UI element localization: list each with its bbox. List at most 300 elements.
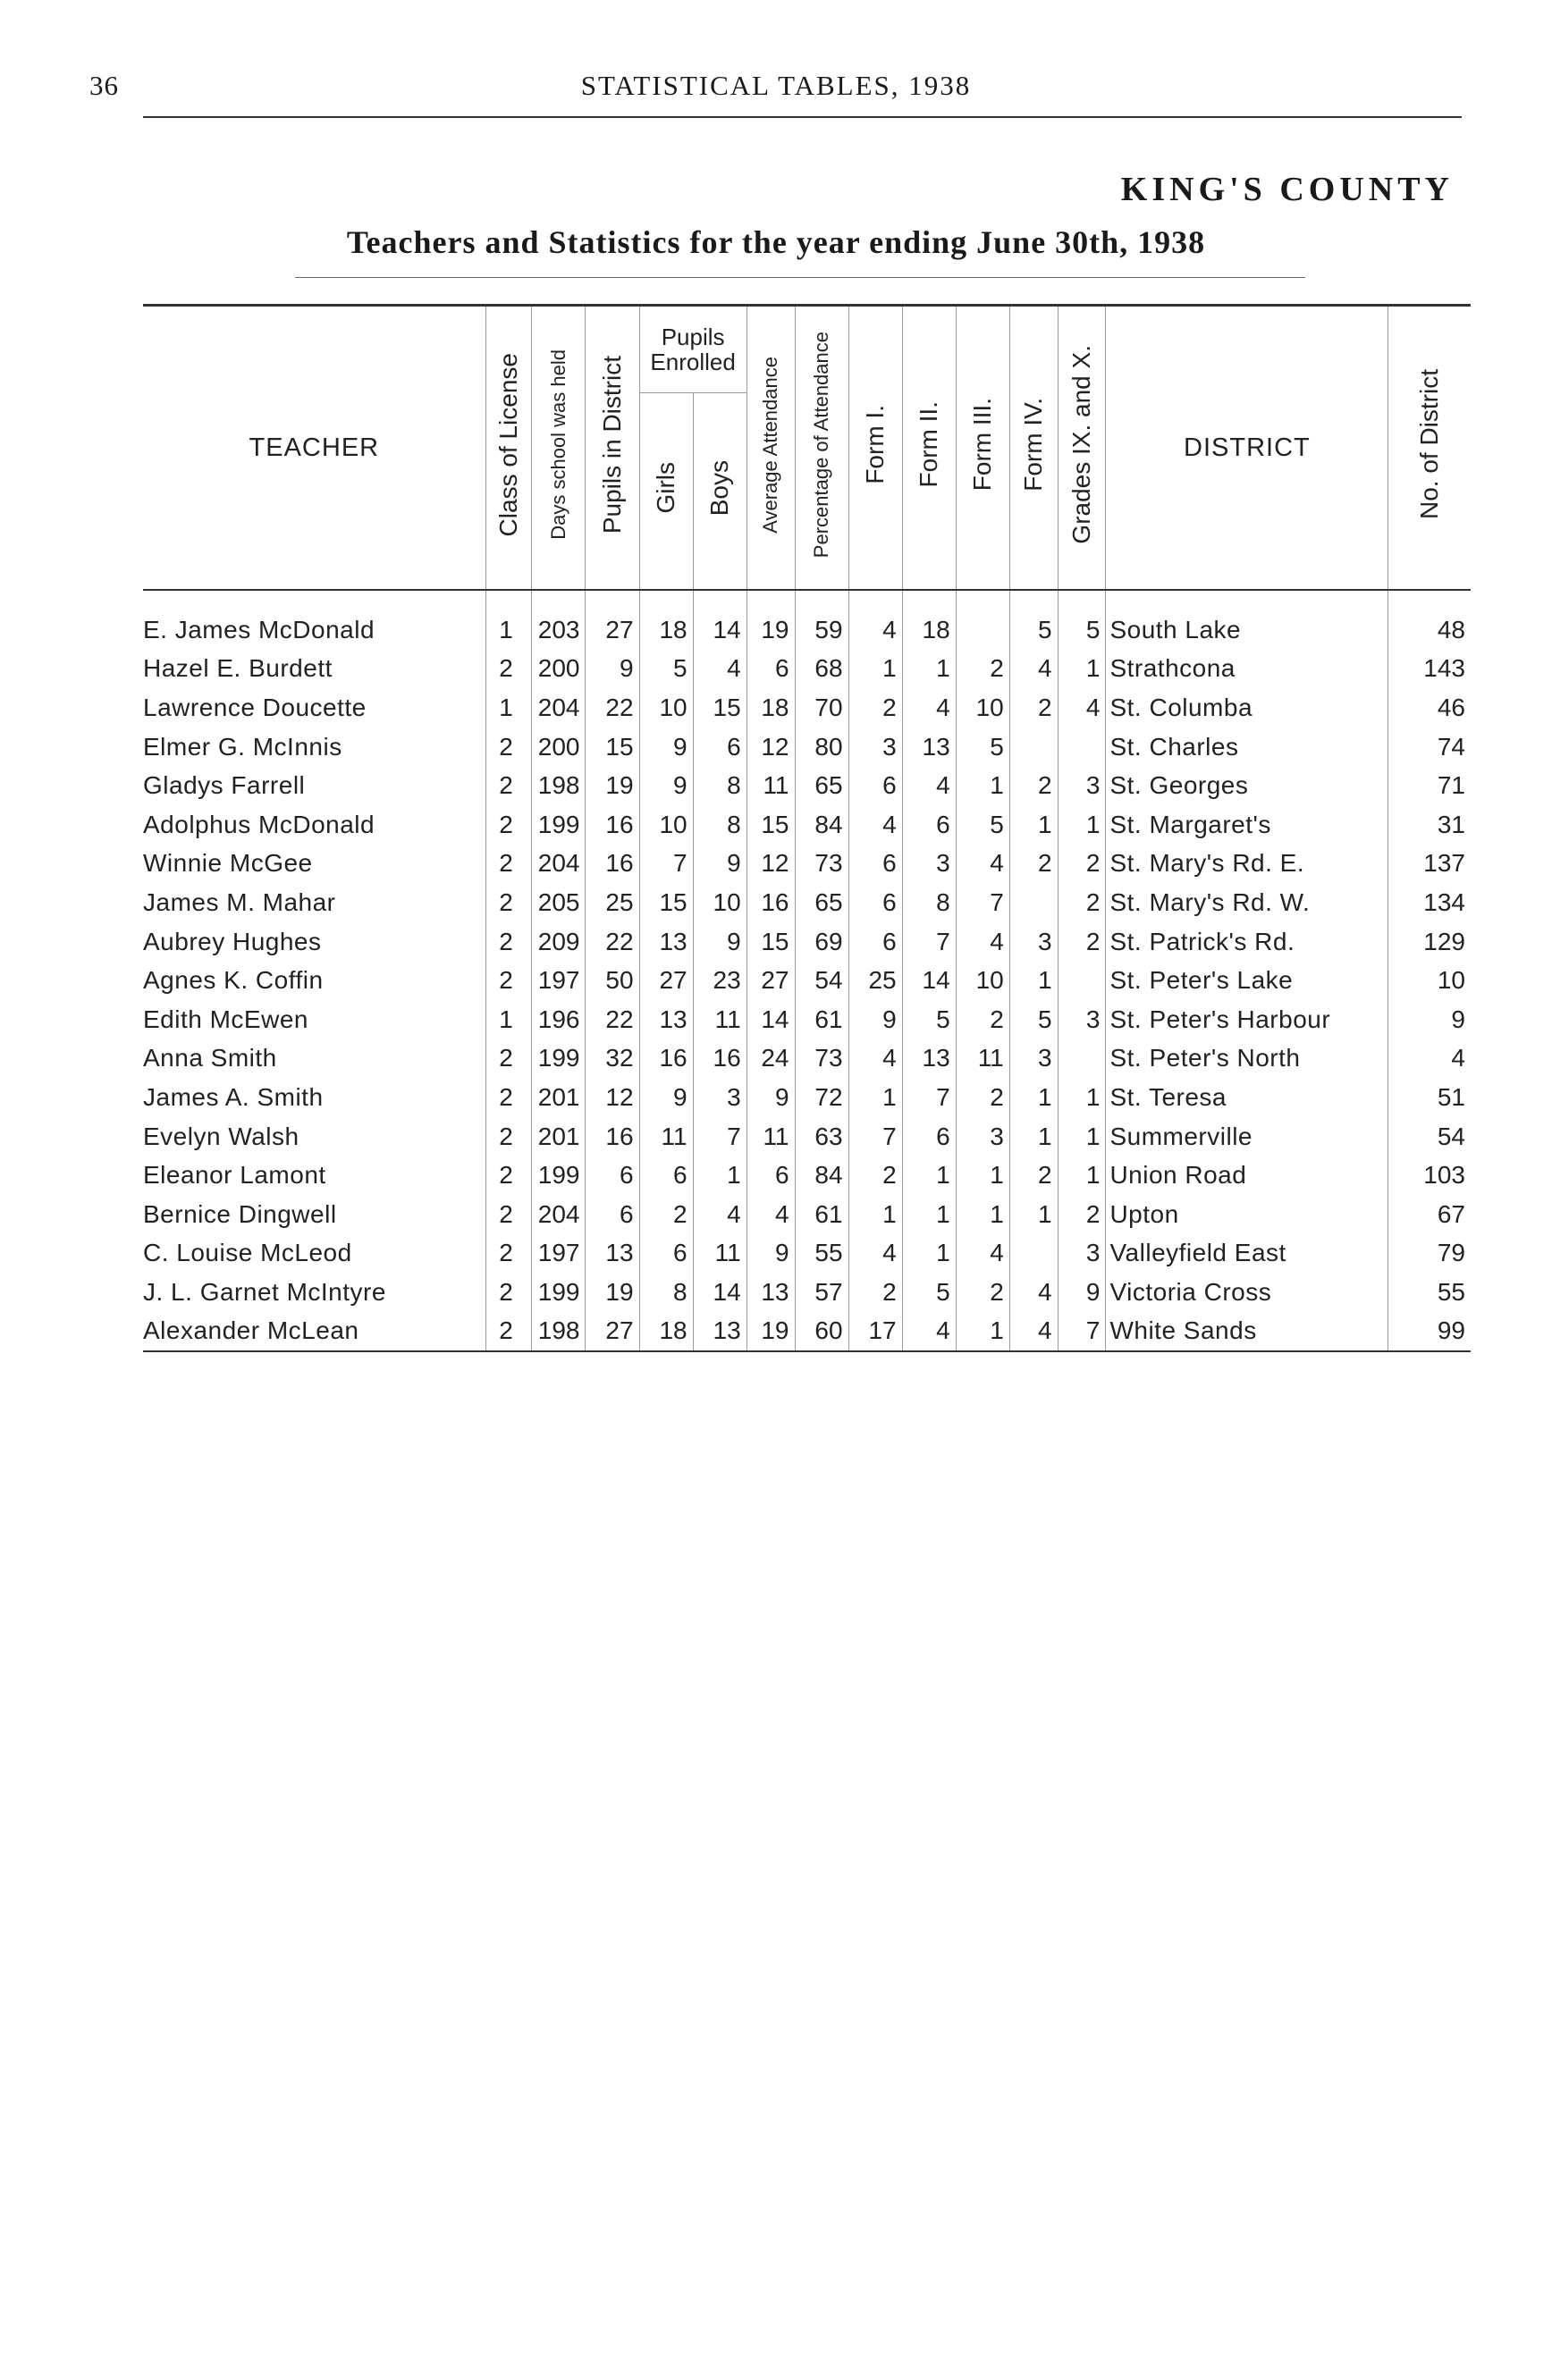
grades-9-10-cell: 3 <box>1058 1234 1106 1274</box>
table-row <box>143 845 1471 884</box>
form-1-cell: 4 <box>848 805 902 845</box>
form-4-cell: 2 <box>1009 766 1058 805</box>
teacher-name-cell: C. Louise McLeod <box>143 1239 352 1267</box>
pupils-in-district-cell: 32 <box>586 1039 639 1079</box>
col-boys: Boys <box>693 393 746 591</box>
district-name-cell: St. Mary's Rd. W. <box>1106 883 1388 922</box>
form-1-cell: 2 <box>848 1273 902 1312</box>
table-row <box>143 1273 1471 1312</box>
class-of-license-cell: 1 <box>485 688 532 727</box>
form-4-cell: 1 <box>1009 1078 1058 1117</box>
form-1-cell: 3 <box>848 727 902 767</box>
form-2-cell: 1 <box>902 1156 956 1195</box>
average-attendance-cell: 6 <box>746 650 795 689</box>
average-attendance-cell: 12 <box>746 845 795 884</box>
boys-cell: 9 <box>693 922 746 962</box>
table-row <box>143 610 1471 650</box>
boys-cell: 8 <box>693 805 746 845</box>
form-4-cell: 2 <box>1009 845 1058 884</box>
form-4-cell: 1 <box>1009 1117 1058 1156</box>
days-held-cell: 200 <box>532 727 586 767</box>
col-district-number: No. of District <box>1388 306 1471 591</box>
percentage-attendance-cell: 73 <box>795 1039 848 1079</box>
teacher-name-cell: E. James McDonald <box>143 615 375 643</box>
percentage-attendance-cell: 84 <box>795 805 848 845</box>
girls-cell: 10 <box>639 688 693 727</box>
form-2-cell: 1 <box>902 650 956 689</box>
form-3-cell: 1 <box>956 1156 1009 1195</box>
form-4-cell: 3 <box>1009 922 1058 962</box>
form-1-cell: 2 <box>848 1156 902 1195</box>
form-4-cell: 4 <box>1009 1273 1058 1312</box>
girls-cell: 18 <box>639 610 693 650</box>
district-number-cell: 46 <box>1388 688 1471 727</box>
days-held-cell: 205 <box>532 883 586 922</box>
table-row <box>143 1117 1471 1156</box>
form-4-cell: 5 <box>1009 610 1058 650</box>
col-grades-9-10: Grades IX. and X. <box>1058 306 1106 591</box>
days-held-cell: 201 <box>532 1117 586 1156</box>
girls-cell: 13 <box>639 1000 693 1039</box>
grades-9-10-cell: 3 <box>1058 766 1106 805</box>
district-number-cell: 4 <box>1388 1039 1471 1079</box>
average-attendance-cell: 19 <box>746 610 795 650</box>
grades-9-10-cell <box>1058 1039 1106 1079</box>
table-row <box>143 961 1471 1000</box>
girls-cell: 10 <box>639 805 693 845</box>
form-2-cell: 4 <box>902 688 956 727</box>
girls-cell: 7 <box>639 845 693 884</box>
percentage-attendance-cell: 68 <box>795 650 848 689</box>
pupils-in-district-cell: 15 <box>586 727 639 767</box>
days-held-cell: 198 <box>532 766 586 805</box>
class-of-license-cell: 2 <box>485 1312 532 1352</box>
form-1-cell: 6 <box>848 883 902 922</box>
form-3-cell: 10 <box>956 961 1009 1000</box>
form-2-cell: 4 <box>902 766 956 805</box>
girls-cell: 9 <box>639 1078 693 1117</box>
class-of-license-cell: 2 <box>485 650 532 689</box>
district-name-cell: St. Patrick's Rd. <box>1106 922 1388 962</box>
girls-cell: 9 <box>639 727 693 767</box>
girls-cell: 6 <box>639 1234 693 1274</box>
form-4-cell: 4 <box>1009 1312 1058 1352</box>
class-of-license-cell: 2 <box>485 1273 532 1312</box>
grades-9-10-cell <box>1058 727 1106 767</box>
form-2-cell: 13 <box>902 727 956 767</box>
boys-cell: 9 <box>693 845 746 884</box>
pupils-in-district-cell: 13 <box>586 1234 639 1274</box>
grades-9-10-cell: 2 <box>1058 1195 1106 1234</box>
district-number-cell: 51 <box>1388 1078 1471 1117</box>
grades-9-10-cell: 4 <box>1058 688 1106 727</box>
pupils-in-district-cell: 9 <box>586 650 639 689</box>
days-held-cell: 203 <box>532 610 586 650</box>
table-row <box>143 1078 1471 1117</box>
form-4-cell: 1 <box>1009 961 1058 1000</box>
district-name-cell: St. Peter's Harbour <box>1106 1000 1388 1039</box>
days-held-cell: 199 <box>532 1039 586 1079</box>
grades-9-10-cell: 2 <box>1058 922 1106 962</box>
days-held-cell: 209 <box>532 922 586 962</box>
form-4-cell: 2 <box>1009 688 1058 727</box>
district-name-cell: South Lake <box>1106 610 1388 650</box>
running-title: STATISTICAL TABLES, 1938 <box>580 70 972 101</box>
form-2-cell: 1 <box>902 1234 956 1274</box>
days-held-cell: 199 <box>532 1273 586 1312</box>
form-2-cell: 14 <box>902 961 956 1000</box>
girls-cell: 2 <box>639 1195 693 1234</box>
class-of-license-cell: 1 <box>485 610 532 650</box>
col-girls: Girls <box>639 393 693 591</box>
district-name-cell: St. Columba <box>1106 688 1388 727</box>
form-1-cell: 4 <box>848 610 902 650</box>
teacher-name-cell: Edith McEwen <box>143 1005 308 1033</box>
average-attendance-cell: 19 <box>746 1312 795 1352</box>
grades-9-10-cell: 2 <box>1058 845 1106 884</box>
district-number-cell: 99 <box>1388 1312 1471 1352</box>
form-1-cell: 6 <box>848 766 902 805</box>
district-name-cell: St. Mary's Rd. E. <box>1106 845 1388 884</box>
class-of-license-cell: 2 <box>485 845 532 884</box>
header-rule <box>143 116 1462 118</box>
pupils-in-district-cell: 27 <box>586 1312 639 1352</box>
form-3-cell: 4 <box>956 1234 1009 1274</box>
table-row <box>143 766 1471 805</box>
district-number-cell: 129 <box>1388 922 1471 962</box>
district-number-cell: 134 <box>1388 883 1471 922</box>
form-1-cell: 6 <box>848 845 902 884</box>
pupils-in-district-cell: 19 <box>586 766 639 805</box>
days-held-cell: 197 <box>532 1234 586 1274</box>
form-3-cell: 5 <box>956 727 1009 767</box>
teachers-statistics-table <box>143 304 1471 1352</box>
average-attendance-cell: 24 <box>746 1039 795 1079</box>
class-of-license-cell: 2 <box>485 766 532 805</box>
boys-cell: 1 <box>693 1156 746 1195</box>
form-2-cell: 6 <box>902 1117 956 1156</box>
percentage-attendance-cell: 80 <box>795 727 848 767</box>
form-1-cell: 9 <box>848 1000 902 1039</box>
col-pupils-enrolled: Pupils Enrolled <box>639 306 746 393</box>
percentage-attendance-cell: 70 <box>795 688 848 727</box>
average-attendance-cell: 12 <box>746 727 795 767</box>
district-number-cell: 143 <box>1388 650 1471 689</box>
col-form-2: Form II. <box>902 306 956 591</box>
pupils-in-district-cell: 22 <box>586 1000 639 1039</box>
percentage-attendance-cell: 57 <box>795 1273 848 1312</box>
days-held-cell: 199 <box>532 1156 586 1195</box>
class-of-license-cell: 2 <box>485 883 532 922</box>
pupils-in-district-cell: 27 <box>586 610 639 650</box>
table-body <box>143 590 1471 1351</box>
teacher-name-cell: J. L. Garnet McIntyre <box>143 1277 386 1306</box>
district-name-cell: Upton <box>1106 1195 1388 1234</box>
teacher-name-cell: Alexander McLean <box>143 1316 359 1345</box>
district-name-cell: Strathcona <box>1106 650 1388 689</box>
average-attendance-cell: 4 <box>746 1195 795 1234</box>
pupils-in-district-cell: 16 <box>586 845 639 884</box>
form-3-cell: 2 <box>956 650 1009 689</box>
average-attendance-cell: 9 <box>746 1078 795 1117</box>
form-1-cell: 2 <box>848 688 902 727</box>
form-2-cell: 18 <box>902 610 956 650</box>
form-1-cell: 7 <box>848 1117 902 1156</box>
days-held-cell: 201 <box>532 1078 586 1117</box>
girls-cell: 9 <box>639 766 693 805</box>
boys-cell: 14 <box>693 1273 746 1312</box>
col-pupils-in-district: Pupils in District <box>586 306 639 591</box>
form-2-cell: 7 <box>902 922 956 962</box>
class-of-license-cell: 2 <box>485 1156 532 1195</box>
class-of-license-cell: 2 <box>485 961 532 1000</box>
district-number-cell: 74 <box>1388 727 1471 767</box>
form-3-cell: 11 <box>956 1039 1009 1079</box>
percentage-attendance-cell: 73 <box>795 845 848 884</box>
percentage-attendance-cell: 72 <box>795 1078 848 1117</box>
form-1-cell: 1 <box>848 1078 902 1117</box>
form-4-cell <box>1009 1234 1058 1274</box>
form-3-cell: 4 <box>956 922 1009 962</box>
district-name-cell: St. Peter's Lake <box>1106 961 1388 1000</box>
form-2-cell: 5 <box>902 1000 956 1039</box>
form-1-cell: 4 <box>848 1234 902 1274</box>
col-form-1: Form I. <box>848 306 902 591</box>
district-number-cell: 9 <box>1388 1000 1471 1039</box>
grades-9-10-cell: 7 <box>1058 1312 1106 1352</box>
average-attendance-cell: 15 <box>746 805 795 845</box>
teacher-name-cell: Agnes K. Coffin <box>143 966 324 995</box>
district-number-cell: 48 <box>1388 610 1471 650</box>
days-held-cell: 198 <box>532 1312 586 1352</box>
district-number-cell: 55 <box>1388 1273 1471 1312</box>
district-number-cell: 137 <box>1388 845 1471 884</box>
boys-cell: 4 <box>693 650 746 689</box>
table-row <box>143 1039 1471 1079</box>
district-number-cell: 79 <box>1388 1234 1471 1274</box>
district-name-cell: St. Charles <box>1106 727 1388 767</box>
form-3-cell: 2 <box>956 1000 1009 1039</box>
form-2-cell: 13 <box>902 1039 956 1079</box>
district-number-cell: 71 <box>1388 766 1471 805</box>
class-of-license-cell: 2 <box>485 727 532 767</box>
pupils-in-district-cell: 16 <box>586 805 639 845</box>
percentage-attendance-cell: 59 <box>795 610 848 650</box>
class-of-license-cell: 2 <box>485 1195 532 1234</box>
boys-cell: 10 <box>693 883 746 922</box>
grades-9-10-cell <box>1058 961 1106 1000</box>
average-attendance-cell: 11 <box>746 766 795 805</box>
col-teacher: TEACHER <box>249 433 380 462</box>
district-name-cell: St. Teresa <box>1106 1078 1388 1117</box>
form-1-cell: 1 <box>848 1195 902 1234</box>
grades-9-10-cell: 3 <box>1058 1000 1106 1039</box>
district-number-cell: 10 <box>1388 961 1471 1000</box>
teacher-name-cell: Anna Smith <box>143 1044 277 1072</box>
teacher-name-cell: Elmer G. McInnis <box>143 732 342 761</box>
pupils-in-district-cell: 25 <box>586 883 639 922</box>
col-district: DISTRICT <box>1106 306 1388 591</box>
class-of-license-cell: 2 <box>485 805 532 845</box>
district-name-cell: White Sands <box>1106 1312 1388 1352</box>
percentage-attendance-cell: 61 <box>795 1195 848 1234</box>
days-held-cell: 204 <box>532 1195 586 1234</box>
table-row <box>143 650 1471 689</box>
pupils-in-district-cell: 22 <box>586 922 639 962</box>
days-held-cell: 196 <box>532 1000 586 1039</box>
district-name-cell: Union Road <box>1106 1156 1388 1195</box>
table-row <box>143 1312 1471 1352</box>
col-percentage-attendance: Percentage of Attendance <box>795 306 848 591</box>
form-2-cell: 1 <box>902 1195 956 1234</box>
girls-cell: 15 <box>639 883 693 922</box>
district-name-cell: St. Peter's North <box>1106 1039 1388 1079</box>
pupils-in-district-cell: 6 <box>586 1195 639 1234</box>
district-number-cell: 67 <box>1388 1195 1471 1234</box>
col-class-of-license: Class of License <box>485 306 532 591</box>
district-number-cell: 31 <box>1388 805 1471 845</box>
page-number: 36 <box>89 70 119 101</box>
days-held-cell: 199 <box>532 805 586 845</box>
percentage-attendance-cell: 65 <box>795 766 848 805</box>
boys-cell: 16 <box>693 1039 746 1079</box>
girls-cell: 16 <box>639 1039 693 1079</box>
boys-cell: 11 <box>693 1234 746 1274</box>
grades-9-10-cell: 1 <box>1058 1156 1106 1195</box>
pupils-in-district-cell: 6 <box>586 1156 639 1195</box>
teacher-name-cell: Hazel E. Burdett <box>143 654 333 683</box>
grades-9-10-cell: 9 <box>1058 1273 1106 1312</box>
girls-cell: 18 <box>639 1312 693 1352</box>
form-4-cell: 1 <box>1009 805 1058 845</box>
class-of-license-cell: 2 <box>485 1078 532 1117</box>
girls-cell: 11 <box>639 1117 693 1156</box>
percentage-attendance-cell: 60 <box>795 1312 848 1352</box>
form-2-cell: 7 <box>902 1078 956 1117</box>
boys-cell: 14 <box>693 610 746 650</box>
boys-cell: 3 <box>693 1078 746 1117</box>
form-4-cell <box>1009 883 1058 922</box>
teacher-name-cell: Lawrence Doucette <box>143 693 367 721</box>
average-attendance-cell: 16 <box>746 883 795 922</box>
grades-9-10-cell: 1 <box>1058 805 1106 845</box>
days-held-cell: 204 <box>532 688 586 727</box>
district-number-cell: 103 <box>1388 1156 1471 1195</box>
county-name: KING'S COUNTY <box>1120 171 1454 208</box>
table-header <box>143 306 1471 591</box>
teacher-name-cell: James M. Mahar <box>143 887 336 916</box>
grades-9-10-cell: 1 <box>1058 650 1106 689</box>
class-of-license-cell: 1 <box>485 1000 532 1039</box>
form-1-cell: 17 <box>848 1312 902 1352</box>
percentage-attendance-cell: 84 <box>795 1156 848 1195</box>
district-name-cell: Victoria Cross <box>1106 1273 1388 1312</box>
class-of-license-cell: 2 <box>485 922 532 962</box>
form-1-cell: 4 <box>848 1039 902 1079</box>
form-4-cell: 3 <box>1009 1039 1058 1079</box>
form-3-cell: 2 <box>956 1078 1009 1117</box>
table-row <box>143 1195 1471 1234</box>
grades-9-10-cell: 5 <box>1058 610 1106 650</box>
girls-cell: 27 <box>639 961 693 1000</box>
average-attendance-cell: 18 <box>746 688 795 727</box>
form-3-cell: 5 <box>956 805 1009 845</box>
grades-9-10-cell: 1 <box>1058 1117 1106 1156</box>
form-3-cell: 3 <box>956 1117 1009 1156</box>
boys-cell: 7 <box>693 1117 746 1156</box>
class-of-license-cell: 2 <box>485 1234 532 1274</box>
table-row <box>143 1234 1471 1274</box>
form-2-cell: 6 <box>902 805 956 845</box>
col-form-4: Form IV. <box>1009 306 1058 591</box>
days-held-cell: 197 <box>532 961 586 1000</box>
table-row <box>143 1156 1471 1195</box>
boys-cell: 8 <box>693 766 746 805</box>
district-name-cell: Valleyfield East <box>1106 1234 1388 1274</box>
teacher-name-cell: Bernice Dingwell <box>143 1199 337 1228</box>
col-days-school-held: Days school was held <box>532 306 586 591</box>
form-3-cell: 1 <box>956 1312 1009 1352</box>
district-name-cell: Summerville <box>1106 1117 1388 1156</box>
district-number-cell: 54 <box>1388 1117 1471 1156</box>
girls-cell: 8 <box>639 1273 693 1312</box>
average-attendance-cell: 9 <box>746 1234 795 1274</box>
teacher-name-cell: Aubrey Hughes <box>143 927 322 955</box>
days-held-cell: 200 <box>532 650 586 689</box>
form-2-cell: 3 <box>902 845 956 884</box>
form-4-cell: 2 <box>1009 1156 1058 1195</box>
boys-cell: 15 <box>693 688 746 727</box>
average-attendance-cell: 14 <box>746 1000 795 1039</box>
percentage-attendance-cell: 54 <box>795 961 848 1000</box>
form-3-cell: 7 <box>956 883 1009 922</box>
teacher-name-cell: Winnie McGee <box>143 849 313 878</box>
form-4-cell <box>1009 727 1058 767</box>
form-3-cell: 4 <box>956 845 1009 884</box>
percentage-attendance-cell: 61 <box>795 1000 848 1039</box>
average-attendance-cell: 27 <box>746 961 795 1000</box>
class-of-license-cell: 2 <box>485 1117 532 1156</box>
table-row <box>143 1000 1471 1039</box>
grades-9-10-cell: 1 <box>1058 1078 1106 1117</box>
percentage-attendance-cell: 65 <box>795 883 848 922</box>
average-attendance-cell: 6 <box>746 1156 795 1195</box>
form-2-cell: 5 <box>902 1273 956 1312</box>
average-attendance-cell: 15 <box>746 922 795 962</box>
boys-cell: 13 <box>693 1312 746 1352</box>
form-4-cell: 4 <box>1009 650 1058 689</box>
pupils-in-district-cell: 22 <box>586 688 639 727</box>
table-row <box>143 883 1471 922</box>
col-average-attendance: Average Attendance <box>746 306 795 591</box>
district-name-cell: St. Margaret's <box>1106 805 1388 845</box>
form-2-cell: 8 <box>902 883 956 922</box>
pupils-in-district-cell: 50 <box>586 961 639 1000</box>
percentage-attendance-cell: 69 <box>795 922 848 962</box>
form-1-cell: 1 <box>848 650 902 689</box>
boys-cell: 6 <box>693 727 746 767</box>
average-attendance-cell: 13 <box>746 1273 795 1312</box>
teacher-name-cell: Evelyn Walsh <box>143 1122 299 1150</box>
form-4-cell: 5 <box>1009 1000 1058 1039</box>
teacher-name-cell: Adolphus McDonald <box>143 810 375 838</box>
class-of-license-cell: 2 <box>485 1039 532 1079</box>
district-name-cell: St. Georges <box>1106 766 1388 805</box>
title-rule <box>295 277 1305 278</box>
average-attendance-cell: 11 <box>746 1117 795 1156</box>
pupils-in-district-cell: 16 <box>586 1117 639 1156</box>
table-row <box>143 922 1471 962</box>
